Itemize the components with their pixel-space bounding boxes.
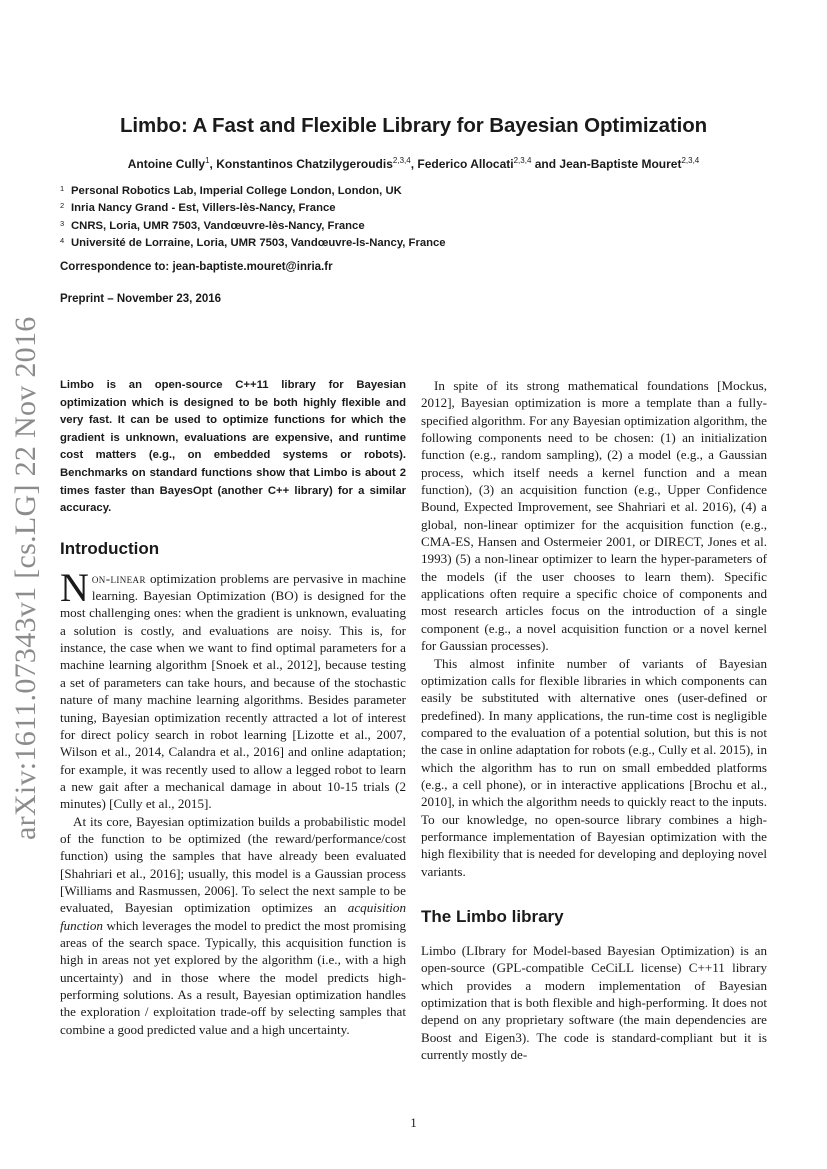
author-name: Jean-Baptiste Mouret (559, 157, 682, 171)
emphasis-term: acquisition function (60, 900, 406, 933)
correspondence-line: Correspondence to: jean-baptiste.mouret@inria.fr (60, 261, 333, 273)
page-number: 1 (410, 1115, 417, 1130)
author-affiliation-marker: 2,3,4 (513, 156, 532, 165)
right-paragraph-3: Limbo (LIbrary for Model-based Bayesian Optimization) is an open-source (GPL-compatible CeCiLL license) C++11 library which provides a modern implementation of Bayesian optimization that is both flexible and high-performing. It does not depend on any proprietary software (the main dependencies are Boost and Eigen3). The code is standard-compliant but it is currently mostly de- (421, 942, 767, 1063)
author-name: Konstantinos Chatzilygeroudis (216, 157, 393, 171)
author-affiliation-marker: 1 (205, 156, 210, 165)
affiliation-list (60, 183, 660, 253)
affiliation-item (60, 235, 660, 252)
drop-cap-letter: N (60, 564, 89, 610)
affiliation-item (60, 200, 660, 217)
paragraph-text: At its core, Bayesian optimization builds a probabilistic model of the function to be optimized (the reward/performance/cost function) using the samples that have already been evaluated [Shahriari et al., 2016]; usually, this model is a Gaussian process [Williams and Rasmussen, 2006]. To select the next sample to be evaluated, Bayesian optimization optimizes an (60, 813, 406, 916)
affiliation-text: Université de Lorraine, Loria, UMR 7503, Vandœuvre-ls-Nancy, France (71, 237, 446, 250)
author-name: Federico Allocati (417, 157, 514, 171)
arxiv-identifier-stamp: arXiv:1611.07343v1 [cs.LG] 22 Nov 2016 (9, 316, 42, 840)
abstract: Limbo is an open-source C++11 library for Bayesian optimization which is designed to be both highly flexible and very fast. It can be used to optimize functions for which the gradient is unknown, evaluations are expensive, and runtime cost matters (e.g., on embedded systems or robots). Benchmarks on standard functions show that Limbo is about 2 times faster than BayesOpt (another C++ library) for a similar accuracy. (60, 379, 406, 515)
preprint-date: Preprint – November 23, 2016 (60, 293, 222, 305)
affiliation-text: Inria Nancy Grand - Est, Villers-lès-Nancy, France (71, 202, 336, 215)
author-affiliation-marker: 2,3,4 (392, 156, 411, 165)
affiliation-number: 4 (60, 236, 65, 246)
section-heading-introduction: Introduction (60, 538, 160, 558)
introduction-paragraph-2 (60, 813, 406, 1038)
right-paragraph-2: This almost infinite number of variants of Bayesian optimization calls for flexible libraries in which components can easily be substituted with alternative ones (user-defined or predefined). In many applications, the run-time cost is negligible compared to the evaluation of a potential solution, but this is not the case in online adaptation for robots (e.g., Cully et al. 2015), in which the algorithm has to run on small embedded platforms (e.g., a cell phone), or in interactive applications [Brochu et al., 2010], in which the algorithm needs to quickly react to the inputs. To our knowledge, no open-source library combines a high-performance implementation of Bayesian optimization with the high flexibility that is needed for developing and deploying novel variants. (421, 655, 767, 879)
paper-title: Limbo: A Fast and Flexible Library for Bayesian Optimization (119, 114, 708, 137)
paragraph-text: which leverages the model to predict the most promising areas of the search space. Typically, this acquisition function is high in areas not yet explored by the algorithm (i.e., with a high uncertainty) and in those where the model predicts high-performing solutions. As a result, Bayesian optimization handles the exploration / exploitation trade-off by selecting samples that combine a good predicted value and a high uncertainty. (60, 917, 406, 1037)
section-heading-limbo-library: The Limbo library (421, 906, 564, 926)
small-caps-lead: on-linear (91, 570, 146, 586)
right-paragraph-1: In spite of its strong mathematical foundations [Mockus, 2012], Bayesian optimization is more a template than a fully-specified algorithm. For any Bayesian optimization algorithm, the following components need to be chosen: (1) an initialization function (e.g., random sampling), (2) a model (e.g., a Gaussian process, which itself needs a kernel function and a mean function), (3) an acquisition function (e.g., Upper Confidence Bound, Expected Improvement, see Shahriari et al. 2016), (4) a global, non-linear optimizer for the acquisition function (e.g., CMA-ES, Hansen and Ostermeier 2001, or DIRECT, Jones et al. 1993) (5) a non-linear optimizer to learn the hyper-parameters of the models (if the user chooses to learn them). Specific applications often require a specific choice of components and most research articles focus on the introduction of a single component (e.g., a novel acquisition function or a novel kernel for Gaussian processes). (421, 378, 767, 654)
author-affiliation-marker: 2,3,4 (681, 156, 700, 165)
author-list: Antoine Cully$^1$, Konstantinos Chatzilygeroudis$^{2,3,4}$, Federico Allocati$^{2,3,4}$ and Jean-Baptiste Mouret$^{2,3,4}$ (127, 156, 700, 171)
paragraph-text: optimization problems are pervasive in machine learning. Bayesian Optimization (BO) is designed for the most challenging ones: when the gradient is unknown, evaluating a solution is costly, and evaluations are noisy. This is, for instance, the case when we want to find optimal parameters for a machine learning algorithm [Snoek et al., 2012], because testing a set of parameters can take hours, and because of the stochastic nature of many machine learning algorithms. Besides parameter tuning, Bayesian optimization recently attracted a lot of interest for direct policy search in robot learning [Lizotte et al., 2007, Wilson et al., 2014, Calandra et al., 2016] and online adaptation; for example, it was recently used to allow a legged robot to learn a new gait after a mechanical damage in about 10-15 trials (2 minutes) [Cully et al., 2015]. (60, 570, 406, 812)
affiliation-number: 3 (60, 218, 65, 228)
introduction-paragraph-1 (60, 564, 406, 813)
affiliation-item (60, 218, 660, 235)
affiliation-text: CNRS, Loria, UMR 7503, Vandœuvre-lès-Nancy, France (71, 219, 365, 232)
affiliation-item (60, 183, 660, 200)
author-name: Antoine Cully (127, 157, 206, 171)
affiliation-number: 2 (60, 201, 65, 211)
affiliation-number: 1 (60, 184, 65, 193)
affiliation-text: Personal Robotics Lab, Imperial College London, London, UK (71, 185, 402, 197)
left-column (60, 377, 406, 1038)
right-column (421, 377, 767, 1063)
